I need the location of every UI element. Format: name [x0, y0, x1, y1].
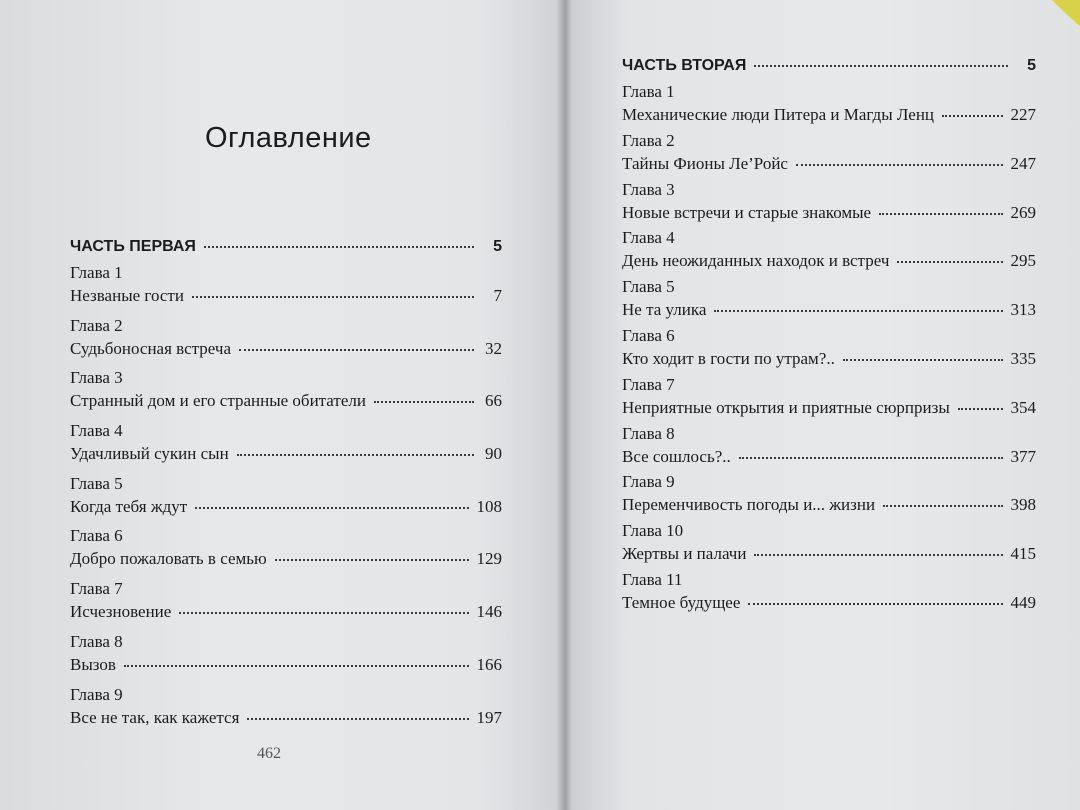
- chapter-line: [622, 249, 1036, 273]
- chapter-line: [622, 201, 1036, 225]
- page-title: Оглавление: [205, 122, 372, 154]
- book-spine: [556, 0, 572, 810]
- chapter-title: Вызов: [70, 654, 116, 674]
- chapter-line: [622, 542, 1036, 566]
- toc-right: [622, 49, 1036, 618]
- chapter-title: Механические люди Питера и Магды Ленц: [622, 105, 935, 124]
- toc-entry: [70, 684, 502, 737]
- chapter-label: Глава 7: [70, 579, 123, 599]
- toc-entry: [622, 227, 1036, 276]
- chapter-title: Все не так, как кажется: [70, 707, 240, 727]
- chapter-line: [70, 442, 502, 466]
- toc-entry: [622, 325, 1036, 374]
- chapter-label: Глава 6: [622, 325, 675, 345]
- toc-entry: [70, 367, 502, 420]
- chapter-line: [70, 706, 502, 730]
- leader-dots: [374, 401, 474, 403]
- chapter-line: [70, 653, 502, 677]
- chapter-title: Незваные гости: [70, 286, 184, 305]
- chapter-label: Глава 7: [622, 374, 675, 394]
- chapter-title: Темное будущее: [622, 592, 741, 612]
- chapter-label: Глава 6: [70, 526, 123, 546]
- chapter-page: 377: [1010, 446, 1036, 466]
- chapter-label: Глава 9: [622, 472, 675, 492]
- chapter-title: День неожиданных находок и встреч: [622, 251, 890, 271]
- chapter-line: [70, 495, 502, 519]
- chapter-label: Глава 8: [622, 423, 675, 443]
- leader-dots: [204, 246, 474, 248]
- toc-entry: [622, 520, 1036, 569]
- part-name: ЧАСТЬ ВТОРАЯ: [622, 57, 747, 74]
- chapter-title: Странный дом и его странные обитатели: [70, 391, 366, 411]
- chapter-page: 449: [1010, 592, 1036, 612]
- chapter-line: [70, 284, 502, 308]
- toc-entry: [622, 471, 1036, 520]
- chapter-line: [70, 337, 502, 361]
- chapter-label: Глава 8: [70, 631, 123, 651]
- chapter-label: Глава 4: [70, 421, 123, 441]
- chapter-title: Тайны Фионы Ле’Ройс: [622, 153, 788, 173]
- chapter-page: 66: [485, 391, 502, 411]
- chapter-title: Судьбоносная встреча: [70, 338, 232, 358]
- chapter-page: 295: [1010, 251, 1036, 271]
- chapter-page: 269: [1010, 202, 1036, 222]
- toc-entry: [622, 81, 1036, 130]
- chapter-title: Кто ходит в гости по утрам?..: [622, 348, 835, 368]
- leader-dots: [796, 164, 1003, 166]
- leader-dots: [179, 612, 468, 614]
- leader-dots: [754, 554, 1002, 556]
- chapter-list: [622, 81, 1036, 618]
- chapter-page: 166: [476, 654, 502, 674]
- chapter-page: 32: [485, 338, 502, 358]
- toc-entry: [70, 473, 502, 526]
- chapter-page: 415: [1010, 544, 1036, 564]
- leader-dots: [958, 408, 1003, 410]
- leader-dots: [275, 559, 469, 561]
- toc-entry: [622, 423, 1036, 472]
- toc-entry: [70, 315, 502, 368]
- chapter-label: Глава 10: [622, 521, 684, 541]
- toc-entry: [70, 578, 502, 631]
- chapter-page: 247: [1010, 153, 1036, 173]
- chapter-label: Глава 1: [70, 263, 123, 282]
- toc-entry: [70, 262, 502, 315]
- toc-entry: [622, 374, 1036, 423]
- chapter-title: Добро пожаловать в семью: [70, 549, 267, 569]
- leader-dots: [897, 261, 1002, 263]
- leader-dots: [195, 507, 468, 509]
- toc-left: [70, 230, 502, 736]
- leader-dots: [247, 718, 468, 720]
- chapter-line: [70, 389, 502, 413]
- chapter-label: Глава 1: [622, 82, 675, 101]
- leader-dots: [124, 665, 469, 667]
- leader-dots: [843, 359, 1003, 361]
- toc-entry: [622, 130, 1036, 179]
- chapter-line: [622, 347, 1036, 371]
- toc-part-1: [70, 230, 502, 262]
- chapter-title: Все сошлось?..: [622, 446, 731, 466]
- chapter-label: Глава 2: [70, 315, 123, 335]
- chapter-label: Глава 3: [622, 179, 675, 199]
- chapter-title: Новые встречи и старые знакомые: [622, 202, 872, 222]
- chapter-page: 335: [1010, 348, 1036, 368]
- chapter-title: Исчезновение: [70, 602, 172, 622]
- chapter-line: [622, 152, 1036, 176]
- chapter-line: [622, 591, 1036, 615]
- chapter-title: Когда тебя ждут: [70, 496, 188, 516]
- toc-entry: [622, 179, 1036, 228]
- chapter-label: Глава 3: [70, 368, 123, 388]
- leader-dots: [754, 65, 1008, 67]
- chapter-label: Глава 9: [70, 684, 123, 704]
- chapter-title: Жертвы и палачи: [622, 544, 747, 564]
- chapter-page: 146: [476, 602, 502, 622]
- chapter-label: Глава 5: [622, 277, 675, 297]
- chapter-page: 90: [485, 444, 502, 464]
- chapter-page: 354: [1010, 397, 1036, 417]
- leader-dots: [883, 505, 1002, 507]
- chapter-list: [70, 262, 502, 736]
- leader-dots: [739, 457, 1003, 459]
- chapter-page: 227: [1010, 105, 1036, 124]
- part-page: 5: [1027, 57, 1036, 74]
- toc-entry: [622, 569, 1036, 618]
- toc-entry: [622, 276, 1036, 325]
- chapter-title: Неприятные открытия и приятные сюрпризы: [622, 397, 950, 417]
- chapter-line: [622, 103, 1036, 127]
- page-number: 462: [257, 745, 281, 762]
- leader-dots: [237, 454, 474, 456]
- toc-part-2: [622, 49, 1036, 81]
- chapter-line: [622, 493, 1036, 517]
- chapter-label: Глава 2: [622, 130, 675, 150]
- chapter-title: Переменчивость погоды и... жизни: [622, 495, 876, 515]
- chapter-title: Удачливый сукин сын: [70, 444, 229, 464]
- part-page: 5: [493, 238, 502, 255]
- chapter-label: Глава 4: [622, 228, 675, 248]
- toc-entry: [70, 525, 502, 578]
- chapter-label: Глава 11: [622, 569, 683, 589]
- leader-dots: [942, 115, 1002, 117]
- chapter-line: [622, 445, 1036, 469]
- chapter-page: 108: [476, 496, 502, 516]
- leader-dots: [239, 349, 474, 351]
- chapter-page: 398: [1010, 495, 1036, 515]
- leader-dots: [748, 603, 1002, 605]
- chapter-page: 197: [476, 707, 502, 727]
- part-name: ЧАСТЬ ПЕРВАЯ: [70, 238, 196, 255]
- toc-entry: [70, 631, 502, 684]
- leader-dots: [192, 296, 474, 298]
- chapter-label: Глава 5: [70, 473, 123, 493]
- chapter-line: [622, 298, 1036, 322]
- leader-dots: [879, 213, 1002, 215]
- chapter-title: Не та улика: [622, 300, 707, 320]
- chapter-page: 313: [1010, 300, 1036, 320]
- chapter-line: [70, 600, 502, 624]
- leader-dots: [714, 310, 1002, 312]
- chapter-page: 7: [493, 286, 502, 305]
- toc-entry: [70, 420, 502, 473]
- chapter-line: [70, 547, 502, 571]
- chapter-page: 129: [476, 549, 502, 569]
- chapter-line: [622, 396, 1036, 420]
